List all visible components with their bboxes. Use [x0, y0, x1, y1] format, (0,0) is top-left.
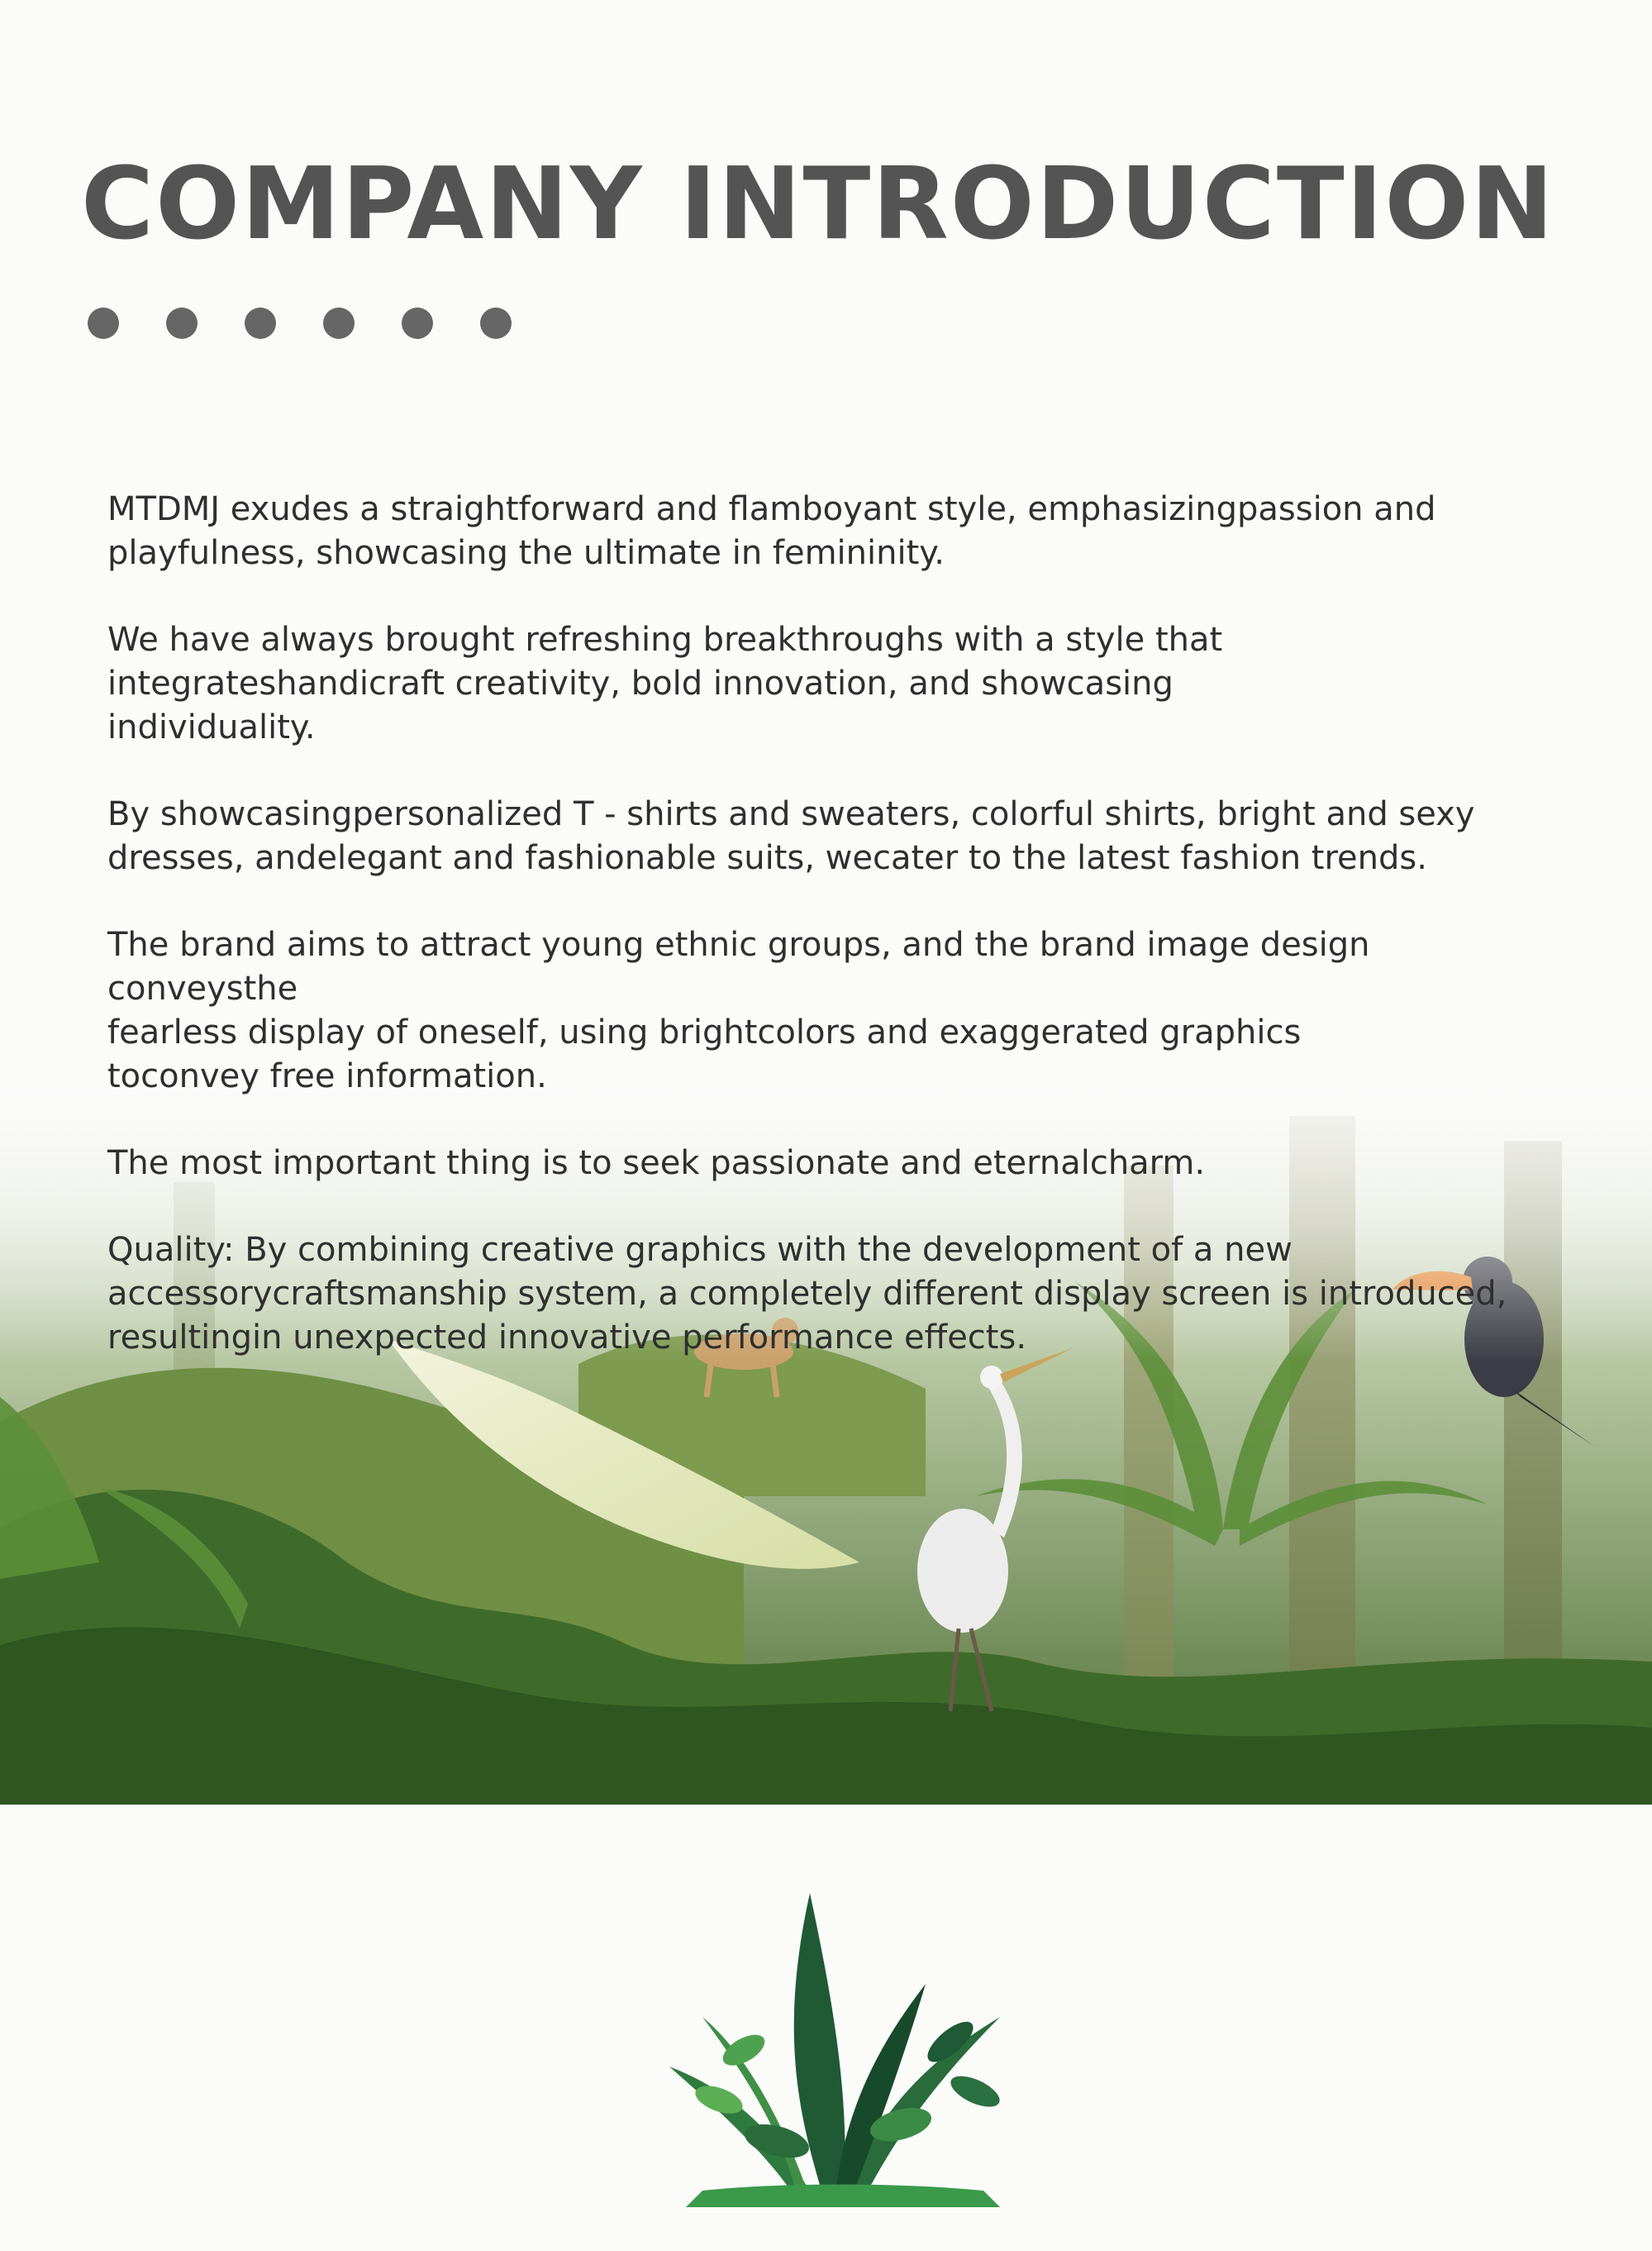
dot-icon [480, 308, 512, 339]
decorative-dots [88, 308, 559, 341]
intro-paragraph: Quality: By combining creative graphics with the development of a new accessorycraftsmanship system, a completely different display screen is introduced, resultingin unexpected innovative performance effects. [107, 1231, 1507, 1357]
tropical-plant-illustration [653, 1877, 1033, 2224]
dot-icon [166, 308, 198, 339]
dot-icon [402, 308, 433, 339]
page-title: COMPANY INTRODUCTION [81, 147, 1555, 262]
intro-paragraph: MTDMJ exudes a straightforward and flamboyant style, emphasizingpassion and playfulness, showcasing the ultimate in femininity. [107, 490, 1436, 572]
intro-paragraph: By showcasingpersonalized T - shirts and sweaters, colorful shirts, bright and sexy dresses, andelegant and fashionable suits, wecater to the latest fashion trends. [107, 795, 1475, 877]
intro-paragraph: The brand aims to attract young ethnic groups, and the brand image design conveysthe fearless display of oneself, using brightcolors and exaggerated graphics toconvey free information. [107, 926, 1370, 1095]
intro-body [107, 488, 1529, 1403]
dot-icon [88, 308, 119, 339]
dot-icon [245, 308, 276, 339]
intro-paragraph: We have always brought refreshing breakthroughs with a style that integrateshandicraft creativity, bold innovation, and showcasing individuality. [107, 621, 1223, 746]
intro-paragraph: The most important thing is to seek passionate and eternalcharm. [107, 1144, 1206, 1182]
dot-icon [323, 308, 355, 339]
